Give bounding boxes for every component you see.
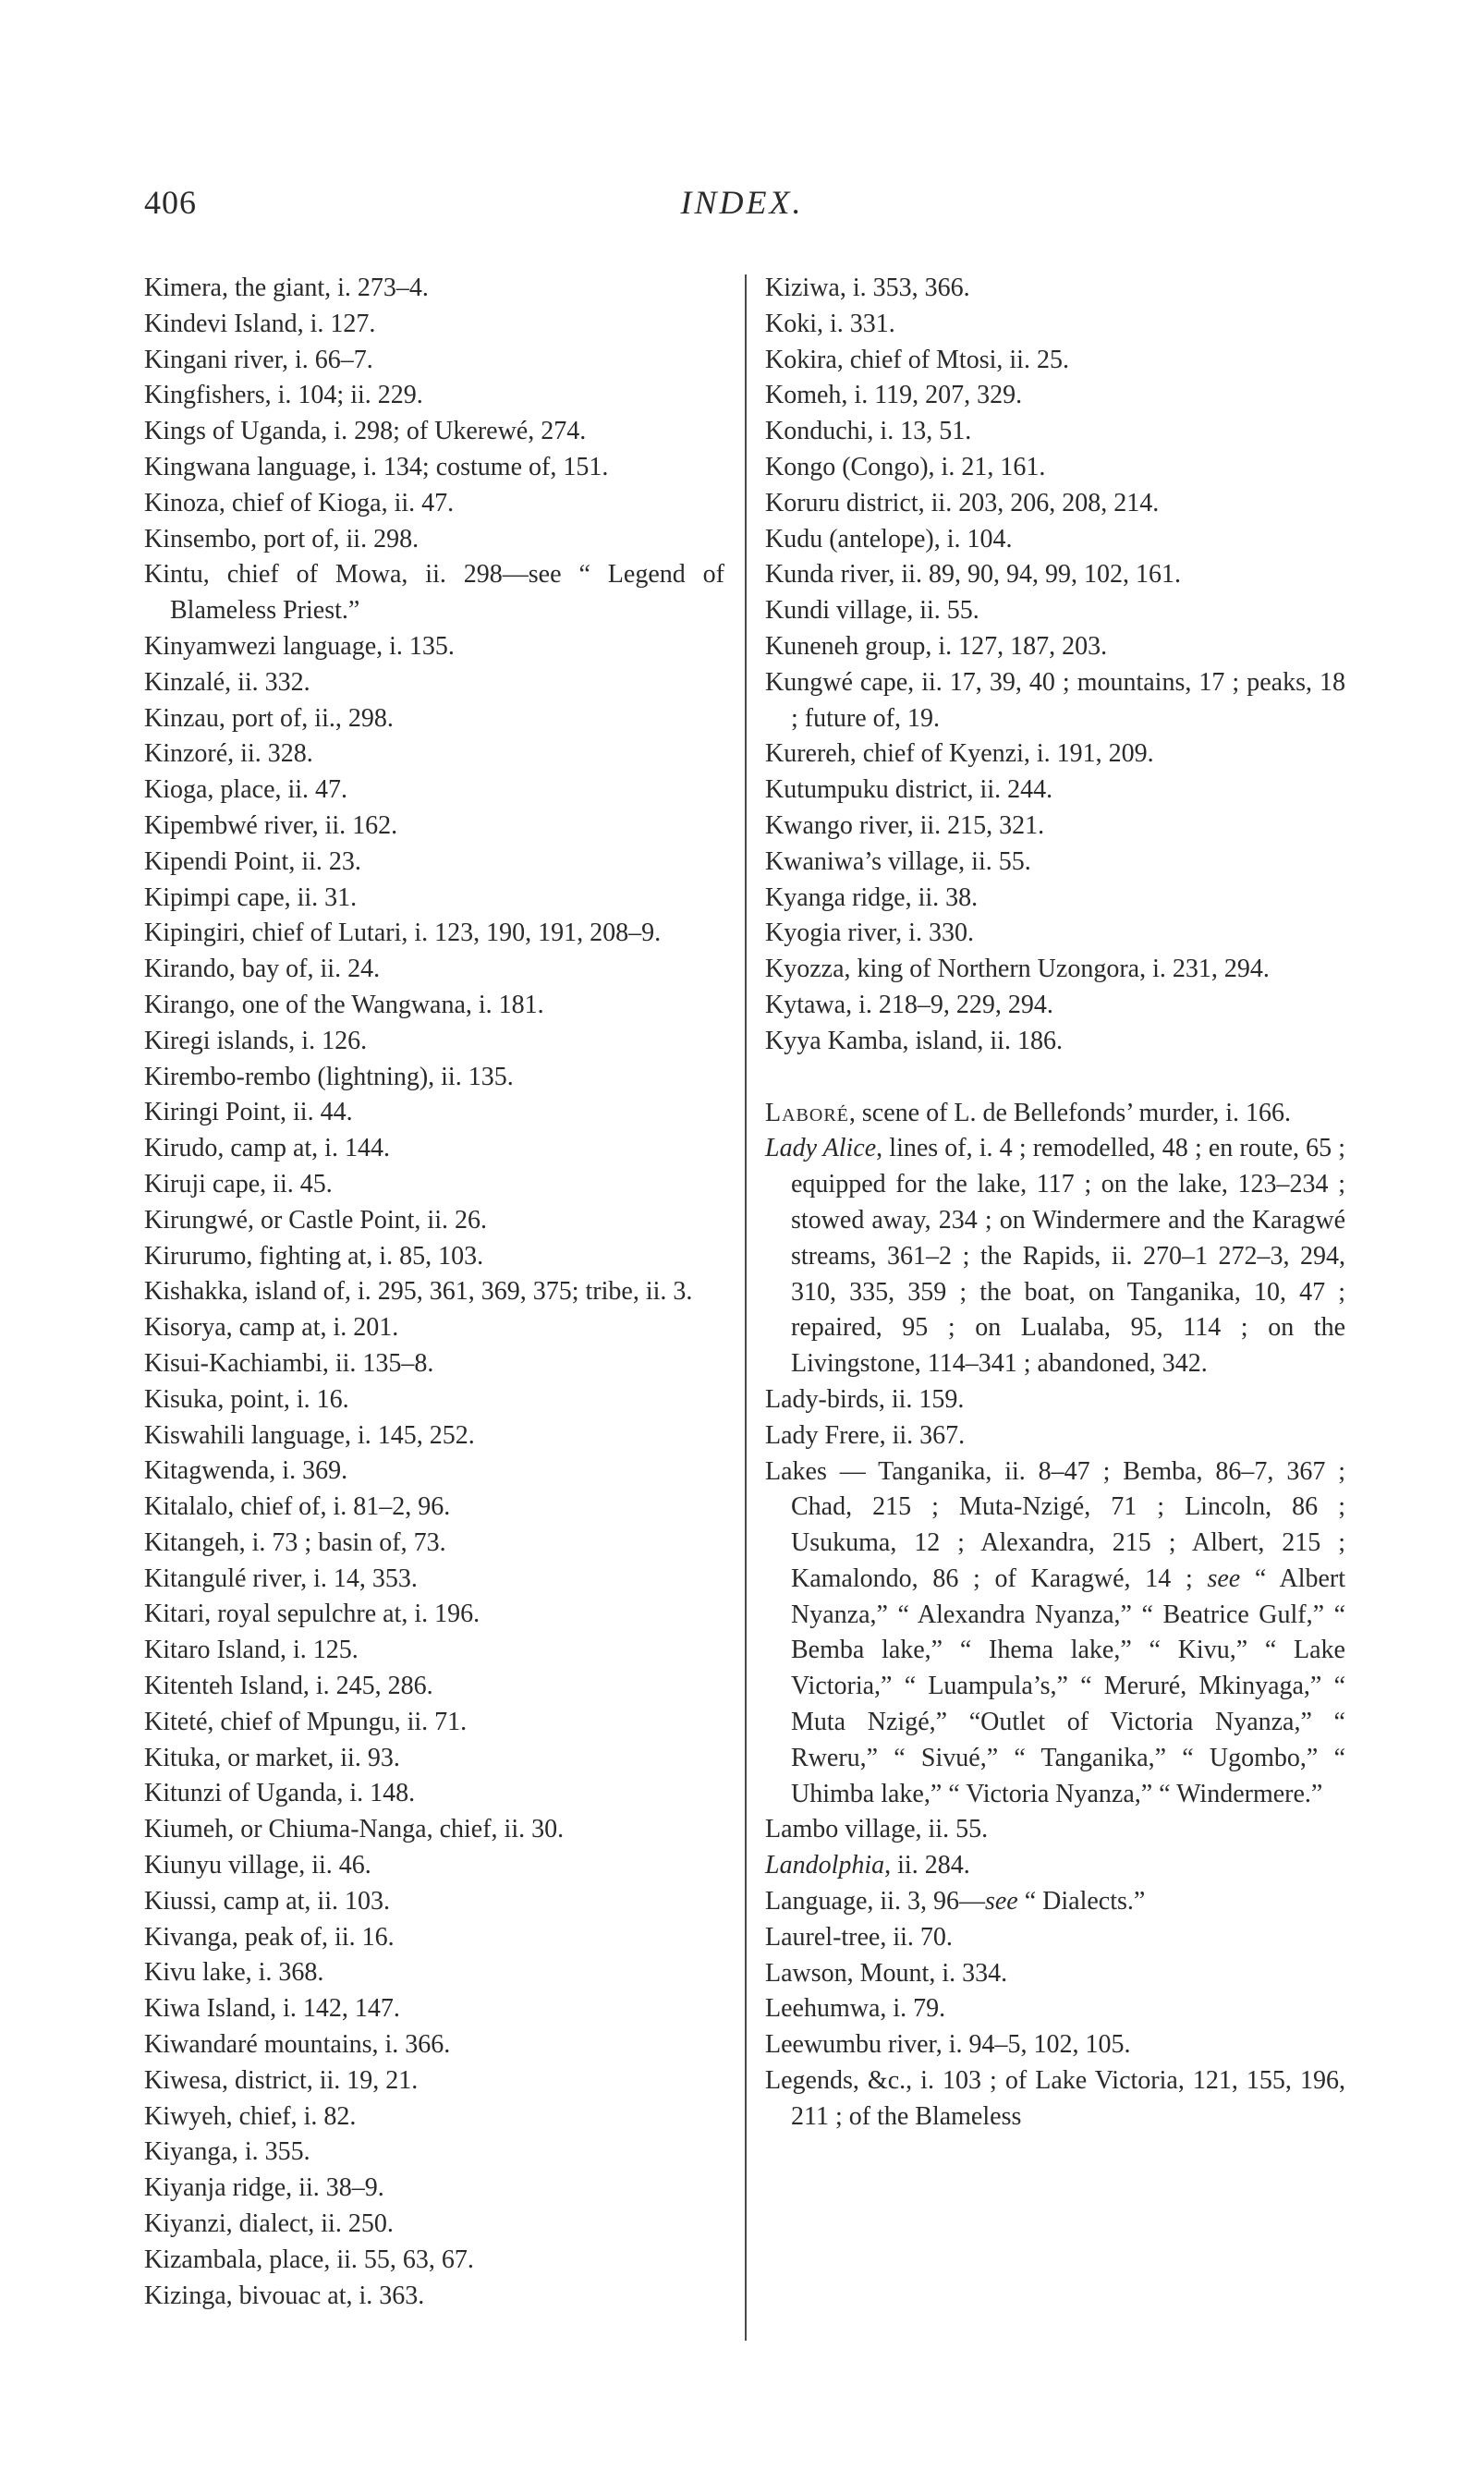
index-entry: Kiyanzi, dialect, ii. 250.: [144, 2209, 394, 2239]
index-entry: Kunda river, ii. 89, 90, 94, 99, 102, 161.: [765, 560, 1181, 590]
index-entry: Kitangulé river, i. 14, 353.: [144, 1563, 418, 1593]
index-entry: Kiteté, chief of Mpungu, ii. 71.: [144, 1707, 468, 1736]
index-entry: Kivanga, peak of, ii. 16.: [144, 1922, 395, 1952]
index-entry: Kitari, royal sepulchre at, i. 196.: [144, 1600, 480, 1629]
index-entry: Kutumpuku district, ii. 244.: [765, 775, 1053, 805]
index-entry: Kitenteh Island, i. 245, 286.: [144, 1672, 433, 1701]
index-entry: Kyozza, king of Northern Uzongora, i. 231, 294.: [765, 955, 1270, 984]
index-entry: Kituka, or market, ii. 93.: [144, 1743, 400, 1772]
index-entry: Kirungwé, or Castle Point, ii. 26.: [144, 1205, 487, 1235]
index-entry: Kipimpi cape, ii. 31.: [144, 882, 358, 912]
index-entry: Kudu (antelope), i. 104.: [765, 524, 1013, 554]
index-entry: Kirando, bay of, ii. 24.: [144, 955, 381, 984]
index-entry: Laurel-tree, ii. 70.: [765, 1922, 953, 1952]
entry-text: , lines of, i. 4 ; remodelled, 48 ; en route, 65 ; equipped for the lake, 117 ; on the lake, 123–234 ; stowed away, 234 ; on Windermere and the Karagwé streams, 361–2 ; the Rapids, ii. 270–1 272–3, 294, 310, 335, 359 ; the boat, on Tanganika, 10, 47 ; repaired, 95 ; on Lualaba, 95, 114 ; on the Livingstone, 114–341 ; abandoned, 342.: [791, 1134, 1346, 1379]
column-divider: [745, 274, 747, 2341]
index-entry-labore: [765, 1096, 1345, 1132]
entry-text: Language, ii. 3, 96—: [765, 1887, 985, 1916]
index-entry: Kinzoré, ii. 328.: [144, 739, 313, 769]
index-entry: Komeh, i. 119, 207, 329.: [765, 381, 1023, 410]
index-entry: Kiyanja ridge, ii. 38–9.: [144, 2173, 384, 2203]
index-entry: Koruru district, ii. 203, 206, 208, 214.: [765, 488, 1160, 517]
index-entry: Kinzau, port of, ii., 298.: [144, 703, 394, 733]
running-head: INDEX.: [680, 184, 804, 221]
index-entry: Leewumbu river, i. 94–5, 102, 105.: [765, 2030, 1131, 2060]
index-entry: Kuneneh group, i. 127, 187, 203.: [765, 631, 1108, 661]
index-entry: Kokira, chief of Mtosi, ii. 25.: [765, 345, 1069, 374]
index-entry: Kishakka, island of, i. 295, 361, 369, 375; tribe, ii. 3.: [144, 1277, 693, 1307]
index-entry: Kisorya, camp at, i. 201.: [144, 1313, 399, 1343]
right-column: [765, 271, 1345, 2135]
index-entry: Kongo (Congo), i. 21, 161.: [765, 452, 1046, 481]
index-entry: Kitagwenda, i. 369.: [144, 1456, 348, 1486]
index-entry: Koki, i. 331.: [765, 309, 895, 338]
index-entry: Kinzalé, ii. 332.: [144, 667, 310, 697]
see-reference: see: [984, 1887, 1018, 1916]
entry-head: Lady Alice: [765, 1134, 877, 1163]
index-entry: Kinsembo, port of, ii. 298.: [144, 524, 420, 554]
index-entry: Leehumwa, i. 79.: [765, 1994, 946, 2024]
entry-head: Landolphia: [765, 1851, 885, 1880]
index-entry: Kisui-Kachiambi, ii. 135–8.: [144, 1348, 434, 1378]
entry-text: Lakes — Tanganika, ii. 8–47 ; Bemba, 86–7, 367 ; Chad, 215 ; Muta-Nzigé, 71 ; Lincoln, 86 ; Usukuma, 12 ; Alexandra, 215 ; Albert, 215 ; Kamalondo, 86 ; of Karagwé, 14 ;: [765, 1456, 1345, 1593]
index-entry: Kingani river, i. 66–7.: [144, 345, 373, 374]
index-entry: Kioga, place, ii. 47.: [144, 775, 348, 805]
index-entry-language: [765, 1884, 1345, 1920]
see-reference: see: [1207, 1563, 1241, 1593]
index-entry: Kitunzi of Uganda, i. 148.: [144, 1779, 416, 1808]
index-entry: Kiumeh, or Chiuma-Nanga, chief, ii. 30.: [144, 1815, 565, 1844]
index-entry: Kinoza, chief of Kioga, ii. 47.: [144, 488, 455, 517]
index-entry: Kyanga ridge, ii. 38.: [765, 882, 979, 912]
entry-text: , ii. 284.: [884, 1851, 970, 1880]
index-entry: Kintu, chief of Mowa, ii. 298—see “ Legend of Blameless Priest.”: [144, 560, 724, 626]
index-entry: Legends, &c., i. 103 ; of Lake Victoria, 121, 155, 196, 211 ; of the Blameless: [765, 2066, 1345, 2131]
index-entry: Kiwyeh, chief, i. 82.: [144, 2101, 357, 2131]
index-entry: Kyogia river, i. 330.: [765, 919, 974, 948]
index-entry: Kiziwa, i. 353, 366.: [765, 274, 970, 302]
index-entry: Kipendi Point, ii. 23.: [144, 846, 361, 876]
index-entry: Kiruji cape, ii. 45.: [144, 1169, 333, 1198]
index-entry: Kirembo-rembo (lightning), ii. 135.: [144, 1062, 514, 1091]
index-entry: Kurereh, chief of Kyenzi, i. 191, 209.: [765, 739, 1154, 769]
index-entry: Kinyamwezi language, i. 135.: [144, 631, 455, 661]
entry-text: “ Albert Nyanza,” “ Alexandra Nyanza,” “ Beatrice Gulf,” “ Bemba lake,” “ Ihema lake,” “ Kivu,” “ Lake Victoria,” “ Luampula’s,” “ Meruré, Mkinyaga,” “ Muta Nzigé,” “Outlet of Victoria Nyanza,” “ Rweru,” “ Sivué,” “ Tanganika,” “ Ugombo,” “ Uhimba lake,” “ Victoria Nyanza,” “ Windermere.”: [791, 1563, 1346, 1808]
index-entry: Kiwa Island, i. 142, 147.: [144, 1994, 400, 2024]
left-column: [144, 271, 724, 2314]
index-entry: Kwaniwa’s village, ii. 55.: [765, 846, 1031, 876]
page-number: 406: [144, 184, 197, 221]
index-entry: Kingfishers, i. 104; ii. 229.: [144, 381, 423, 410]
index-entry: Kizambala, place, ii. 55, 63, 67.: [144, 2245, 474, 2274]
index-entry-lakes: [765, 1454, 1345, 1813]
index-entry: Kitalalo, chief of, i. 81–2, 96.: [144, 1492, 451, 1522]
index-entry-lady-alice: [765, 1131, 1345, 1382]
index-entry: Lambo village, ii. 55.: [765, 1815, 989, 1844]
index-entry: Lady-birds, ii. 159.: [765, 1384, 965, 1414]
index-entry: Kungwé cape, ii. 17, 39, 40 ; mountains, 17 ; peaks, 18 ; future of, 19.: [765, 667, 1345, 733]
index-entry: Kitaro Island, i. 125.: [144, 1636, 359, 1665]
index-entry: Kiringi Point, ii. 44.: [144, 1098, 353, 1127]
index-entry: Kyya Kamba, island, ii. 186.: [765, 1026, 1063, 1055]
index-entry: Lady Frere, ii. 367.: [765, 1420, 966, 1450]
index-entry: Kundi village, ii. 55.: [765, 596, 979, 626]
index-entry: Kitangeh, i. 73 ; basin of, 73.: [144, 1527, 446, 1557]
index-entry: Kings of Uganda, i. 298; of Ukerewé, 274.: [144, 417, 587, 446]
index-entry: Kirango, one of the Wangwana, i. 181.: [144, 990, 544, 1019]
index-entry: Kiwandaré mountains, i. 366.: [144, 2030, 451, 2060]
index-entry: Kiussi, camp at, ii. 103.: [144, 1886, 390, 1916]
index-entry: Kiswahili language, i. 145, 252.: [144, 1420, 475, 1450]
index-entry: Kingwana language, i. 134; costume of, 151.: [144, 452, 609, 481]
index-entry-landolphia: [765, 1848, 1345, 1884]
index-entry: Kytawa, i. 218–9, 229, 294.: [765, 990, 1053, 1019]
entry-text: “ Dialects.”: [1017, 1887, 1146, 1916]
index-entry: Kiyanga, i. 355.: [144, 2137, 310, 2167]
index-entry: Kivu lake, i. 368.: [144, 1958, 324, 1988]
index-entry: Kisuka, point, i. 16.: [144, 1384, 349, 1414]
index-entry: Kizinga, bivouac at, i. 363.: [144, 2281, 425, 2310]
index-entry: Lawson, Mount, i. 334.: [765, 1958, 1008, 1988]
index-entry: Kiregi islands, i. 126.: [144, 1026, 368, 1055]
entry-head: Laboré: [765, 1098, 849, 1127]
index-entry: Kiwesa, district, ii. 19, 21.: [144, 2065, 419, 2095]
index-entry: Kirudo, camp at, i. 144.: [144, 1134, 390, 1163]
index-entry: Kipingiri, chief of Lutari, i. 123, 190, 191, 208–9.: [144, 919, 662, 948]
index-entry: Konduchi, i. 13, 51.: [765, 417, 972, 446]
index-entry: Kindevi Island, i. 127.: [144, 309, 376, 338]
index-entry: Kiunyu village, ii. 46.: [144, 1851, 371, 1880]
entry-text: , scene of L. de Bellefonds’ murder, i. 166.: [848, 1098, 1291, 1127]
index-entry: Kimera, the giant, i. 273–4.: [144, 274, 429, 302]
index-entry: Kipembwé river, ii. 162.: [144, 810, 398, 840]
section-gap: [765, 1060, 1345, 1096]
index-entry: Kwango river, ii. 215, 321.: [765, 810, 1045, 840]
index-entry: Kirurumo, fighting at, i. 85, 103.: [144, 1241, 484, 1271]
